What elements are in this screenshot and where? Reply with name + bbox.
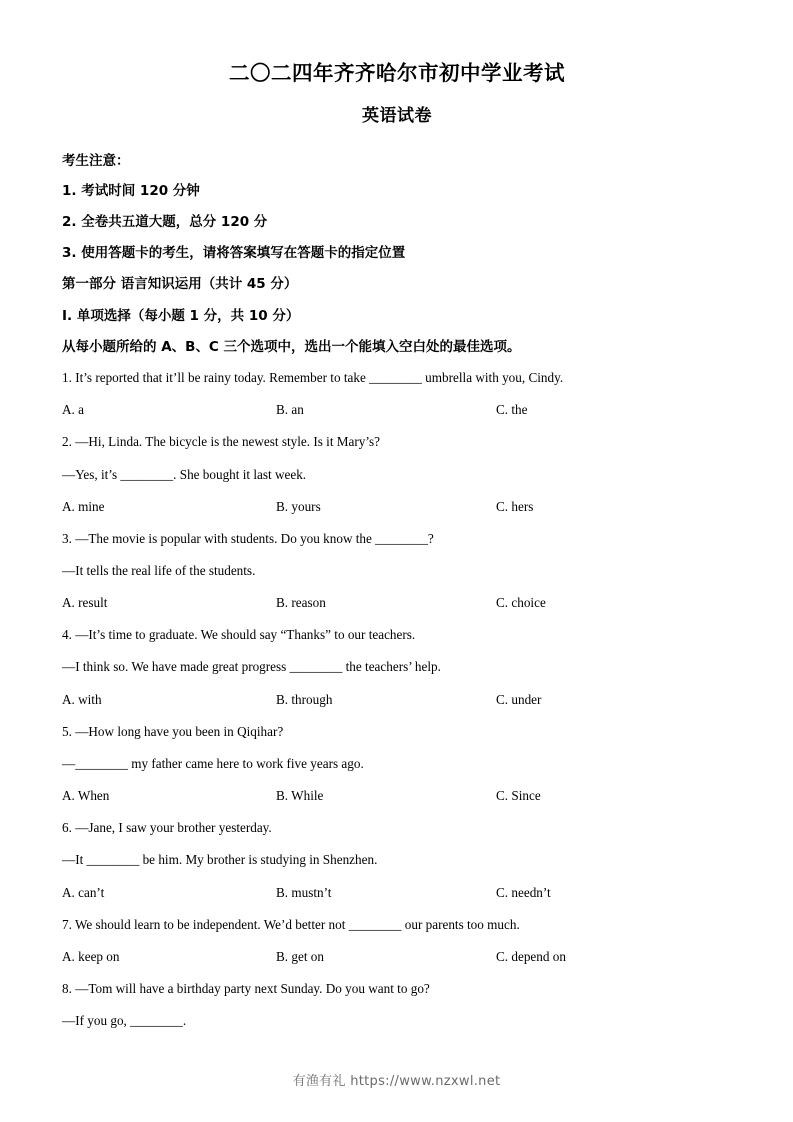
page-subtitle: 英语试卷 <box>362 105 432 126</box>
question-text: 7. We should learn to be independent. We’d better not ________ our parents too much. <box>62 916 520 932</box>
question-text: 8. —Tom will have a birthday party next Sunday. Do you want to go? <box>62 981 430 997</box>
option-b[interactable]: B. mustn’t <box>276 884 332 900</box>
option-c[interactable]: C. depend on <box>496 948 566 964</box>
notice-item-3: 3. 使用答题卡的考生，请将答案填写在答题卡的指定位置 <box>62 245 406 262</box>
question-text-line2: —It tells the real life of the students. <box>62 562 256 578</box>
option-c[interactable]: C. hers <box>496 498 534 514</box>
question-text-line2: —Yes, it’s ________. She bought it last week. <box>62 466 307 482</box>
question-text: 6. —Jane, I saw your brother yesterday. <box>62 820 272 836</box>
question-text: 1. It’s reported that it’ll be rainy today. Remember to take ________ umbrella with you, Cindy. <box>62 370 564 386</box>
question-text-line2: —It ________ be him. My brother is studying in Shenzhen. <box>62 852 378 868</box>
option-b[interactable]: B. yours <box>276 498 321 514</box>
question-options <box>62 594 732 611</box>
question-options <box>62 787 732 804</box>
option-a[interactable]: A. result <box>62 595 108 611</box>
option-a[interactable]: A. a <box>62 402 84 418</box>
question-options <box>62 401 732 418</box>
question-text: 5. —How long have you been in Qiqihar? <box>62 723 284 739</box>
question-text-line2: —If you go, ________. <box>62 1013 187 1029</box>
option-b[interactable]: B. While <box>276 788 324 804</box>
notice-item-2: 2. 全卷共五道大题，总分 120 分 <box>62 213 268 230</box>
notice-heading: 考生注意： <box>62 152 130 169</box>
question-options <box>62 948 732 965</box>
document-body <box>62 60 732 1044</box>
section-one-heading: I. 单项选择（每小题 1 分，共 10 分） <box>62 307 300 324</box>
option-a[interactable]: A. keep on <box>62 948 120 964</box>
section-part-heading: 第一部分 语言知识运用（共计 45 分） <box>62 276 298 293</box>
option-c[interactable]: C. needn’t <box>496 884 551 900</box>
question-text-line2: —I think so. We have made great progress ________ the teachers’ help. <box>62 659 441 675</box>
option-a[interactable]: A. can’t <box>62 884 105 900</box>
option-c[interactable]: C. under <box>496 691 542 707</box>
question-options <box>62 498 732 515</box>
question-text: 2. —Hi, Linda. The bicycle is the newest style. Is it Mary’s? <box>62 434 381 450</box>
option-c[interactable]: C. choice <box>496 595 546 611</box>
option-a[interactable]: A. mine <box>62 498 105 514</box>
question-text: 3. —The movie is popular with students. Do you know the ________? <box>62 530 434 546</box>
page-title: 二〇二四年齐齐哈尔市初中学业考试 <box>229 61 565 85</box>
option-b[interactable]: B. an <box>276 402 304 418</box>
option-a[interactable]: A. with <box>62 691 102 707</box>
option-b[interactable]: B. through <box>276 691 333 707</box>
question-options <box>62 884 732 901</box>
question-text-line2: —________ my father came here to work five years ago. <box>62 755 364 771</box>
option-c[interactable]: C. Since <box>496 788 541 804</box>
option-a[interactable]: A. When <box>62 788 110 804</box>
notice-item-1: 1. 考试时间 120 分钟 <box>62 182 200 199</box>
footer-watermark: 有渔有礼 https://www.nzxwl.net <box>292 1074 501 1089</box>
question-options <box>62 691 732 708</box>
option-c[interactable]: C. the <box>496 402 528 418</box>
option-b[interactable]: B. reason <box>276 595 326 611</box>
option-b[interactable]: B. get on <box>276 948 324 964</box>
section-instruction: 从每小题所给的 A、B、C 三个选项中，选出一个能填入空白处的最佳选项。 <box>62 338 521 355</box>
question-text: 4. —It’s time to graduate. We should say “Thanks” to our teachers. <box>62 627 416 643</box>
